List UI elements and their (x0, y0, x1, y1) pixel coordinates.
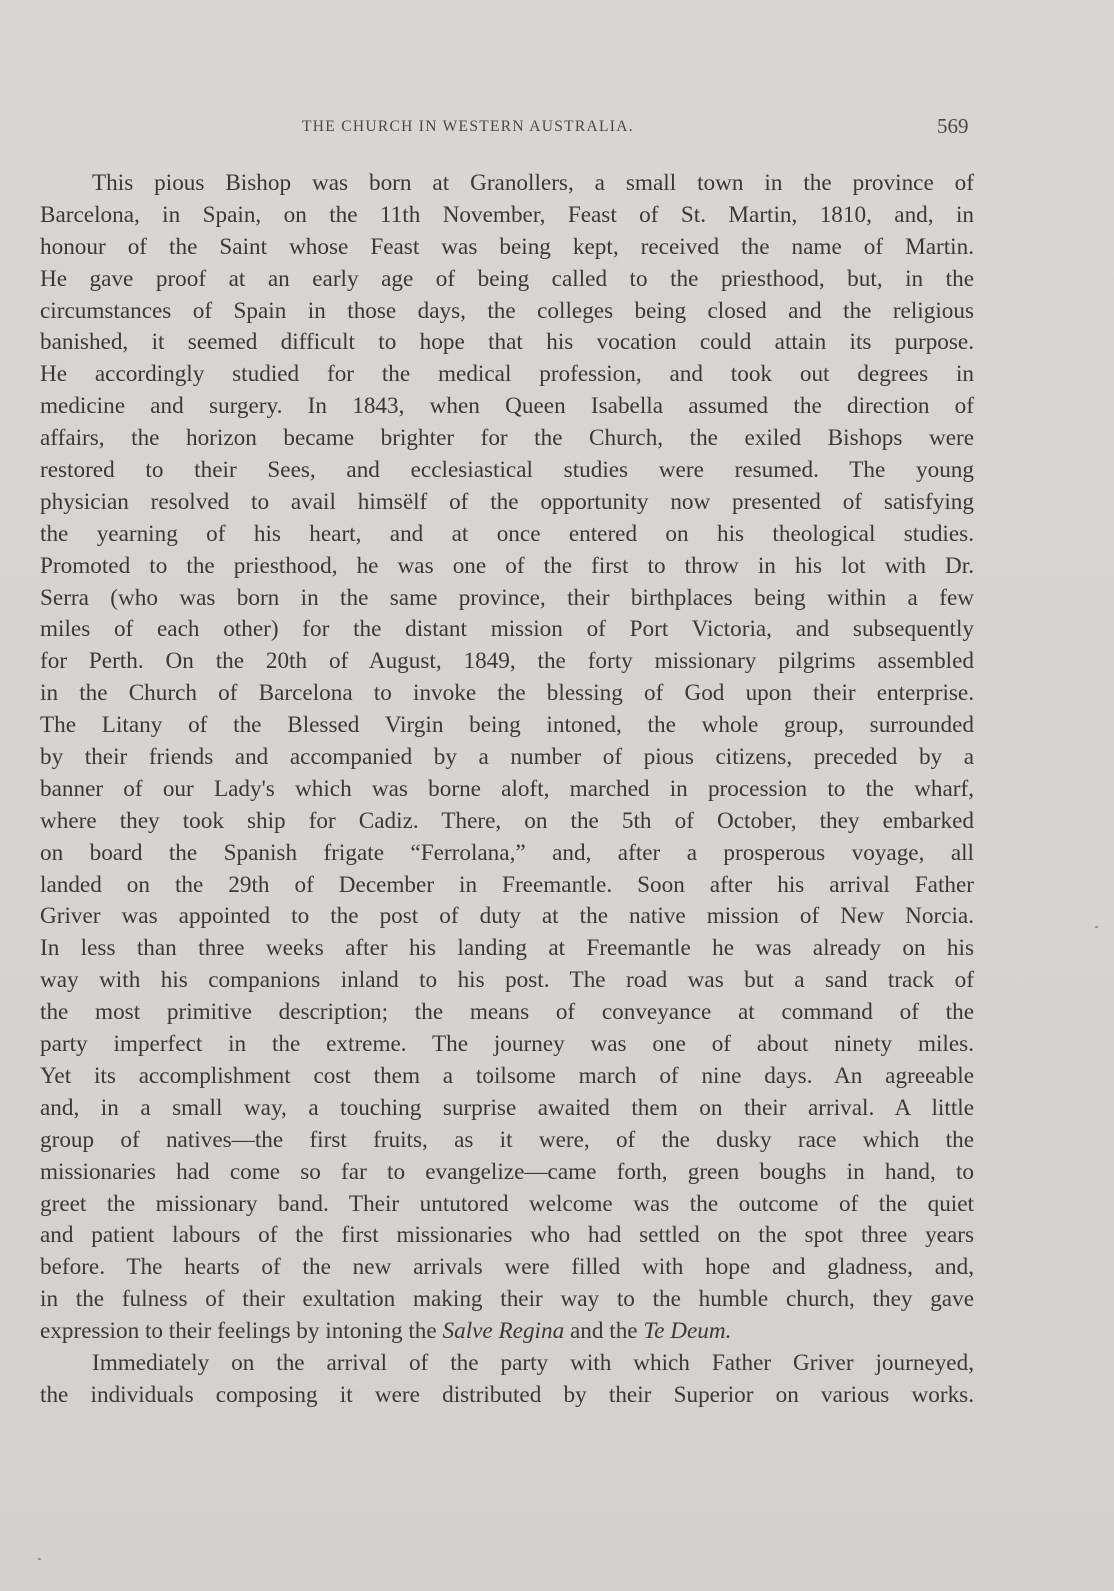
text-line: circumstances of Spain in those days, the colleges being closed and the religious (40, 297, 974, 324)
text-line: landed on the 29th of December in Freemantle. Soon after his arrival Father (40, 871, 974, 898)
text-line: the yearning of his heart, and at once entered on his theological studies. (40, 520, 974, 547)
italic-text: Te Deum. (643, 1318, 732, 1345)
text-line: affairs, the horizon became brighter for the Church, the exiled Bishops were (40, 425, 974, 452)
text-line: missionaries had come so far to evangelize—came forth, green boughs in hand, to (40, 1158, 974, 1185)
text-line: He accordingly studied for the medical profession, and took out degrees in (40, 361, 974, 388)
text-line-final (40, 1316, 974, 1348)
text-line: physician resolved to avail himsëlf of the opportunity now presented of satisfying (40, 488, 974, 515)
text-line: Immediately on the arrival of the party with which Father Griver journeyed, (92, 1349, 974, 1376)
text-line: Barcelona, in Spain, on the 11th November, Feast of St. Martin, 1810, and, in (40, 201, 974, 228)
text-line: This pious Bishop was born at Granollers, a small town in the province of (92, 170, 974, 196)
text-run: and the (564, 1318, 644, 1345)
text-line: The Litany of the Blessed Virgin being intoned, the whole group, surrounded (40, 712, 974, 739)
page-number: 569 (937, 114, 969, 138)
text-line: Promoted to the priesthood, he was one of the first to throw in his lot with Dr. (40, 552, 974, 579)
text-line: on board the Spanish frigate “Ferrolana,” and, after a prosperous voyage, all (40, 839, 974, 866)
text-line: restored to their Sees, and ecclesiastical studies were resumed. The young (40, 457, 974, 484)
paper-speck (1095, 926, 1098, 928)
text-line: in the fulness of their exultation making their way to the humble church, they gave (40, 1286, 974, 1313)
text-line: banner of our Lady's which was borne aloft, marched in procession to the wharf, (40, 775, 974, 802)
text-line: where they took ship for Cadiz. There, on the 5th of October, they embarked (40, 807, 974, 834)
text-line: for Perth. On the 20th of August, 1849, the forty missionary pilgrims assembled (40, 648, 974, 675)
text-line: miles of each other) for the distant mission of Port Victoria, and subsequently (40, 616, 974, 643)
paragraph-2 (40, 1348, 974, 1412)
paragraph-1 (40, 168, 974, 1348)
text-line: in the Church of Barcelona to invoke the blessing of God upon their enterprise. (40, 680, 974, 707)
italic-text: Salve Regina (442, 1318, 565, 1345)
running-title: THE CHURCH IN WESTERN AUSTRALIA. (302, 118, 634, 135)
text-line: way with his companions inland to his post. The road was but a sand track of (40, 967, 974, 994)
paper-speck (38, 1558, 41, 1560)
text-line: banished, it seemed difficult to hope that his vocation could attain its purpose. (40, 329, 974, 356)
text-line: honour of the Saint whose Feast was being kept, received the name of Martin. (40, 233, 974, 260)
text-line: and, in a small way, a touching surprise awaited them on their arrival. A little (40, 1094, 974, 1121)
text-line: by their friends and accompanied by a number of pious citizens, preceded by a (40, 744, 974, 771)
body-text (40, 168, 974, 1412)
text-line: group of natives—the first fruits, as it were, of the dusky race which the (40, 1126, 974, 1153)
text-line: Griver was appointed to the post of duty at the native mission of New Norcia. (40, 903, 974, 930)
text-line: In less than three weeks after his landing at Freemantle he was already on his (40, 935, 974, 962)
text-line: greet the missionary band. Their untutored welcome was the outcome of the quiet (40, 1190, 974, 1217)
text-run: expression to their feelings by intoning the (40, 1318, 443, 1345)
text-line: Yet its accomplishment cost them a toilsome march of nine days. An agreeable (40, 1062, 974, 1089)
text-line: Serra (who was born in the same province, their birthplaces being within a few (40, 584, 974, 611)
text-line: before. The hearts of the new arrivals were filled with hope and gladness, and, (40, 1254, 974, 1281)
text-line: medicine and surgery. In 1843, when Queen Isabella assumed the direction of (40, 393, 974, 420)
text-line: the most primitive description; the means of conveyance at command of the (40, 999, 974, 1026)
text-line: party imperfect in the extreme. The journey was one of about ninety miles. (40, 1031, 974, 1058)
text-line: He gave proof at an early age of being called to the priesthood, but, in the (40, 265, 974, 292)
text-line: the individuals composing it were distributed by their Superior on various works. (40, 1381, 974, 1408)
text-line: and patient labours of the first missionaries who had settled on the spot three years (40, 1222, 974, 1249)
